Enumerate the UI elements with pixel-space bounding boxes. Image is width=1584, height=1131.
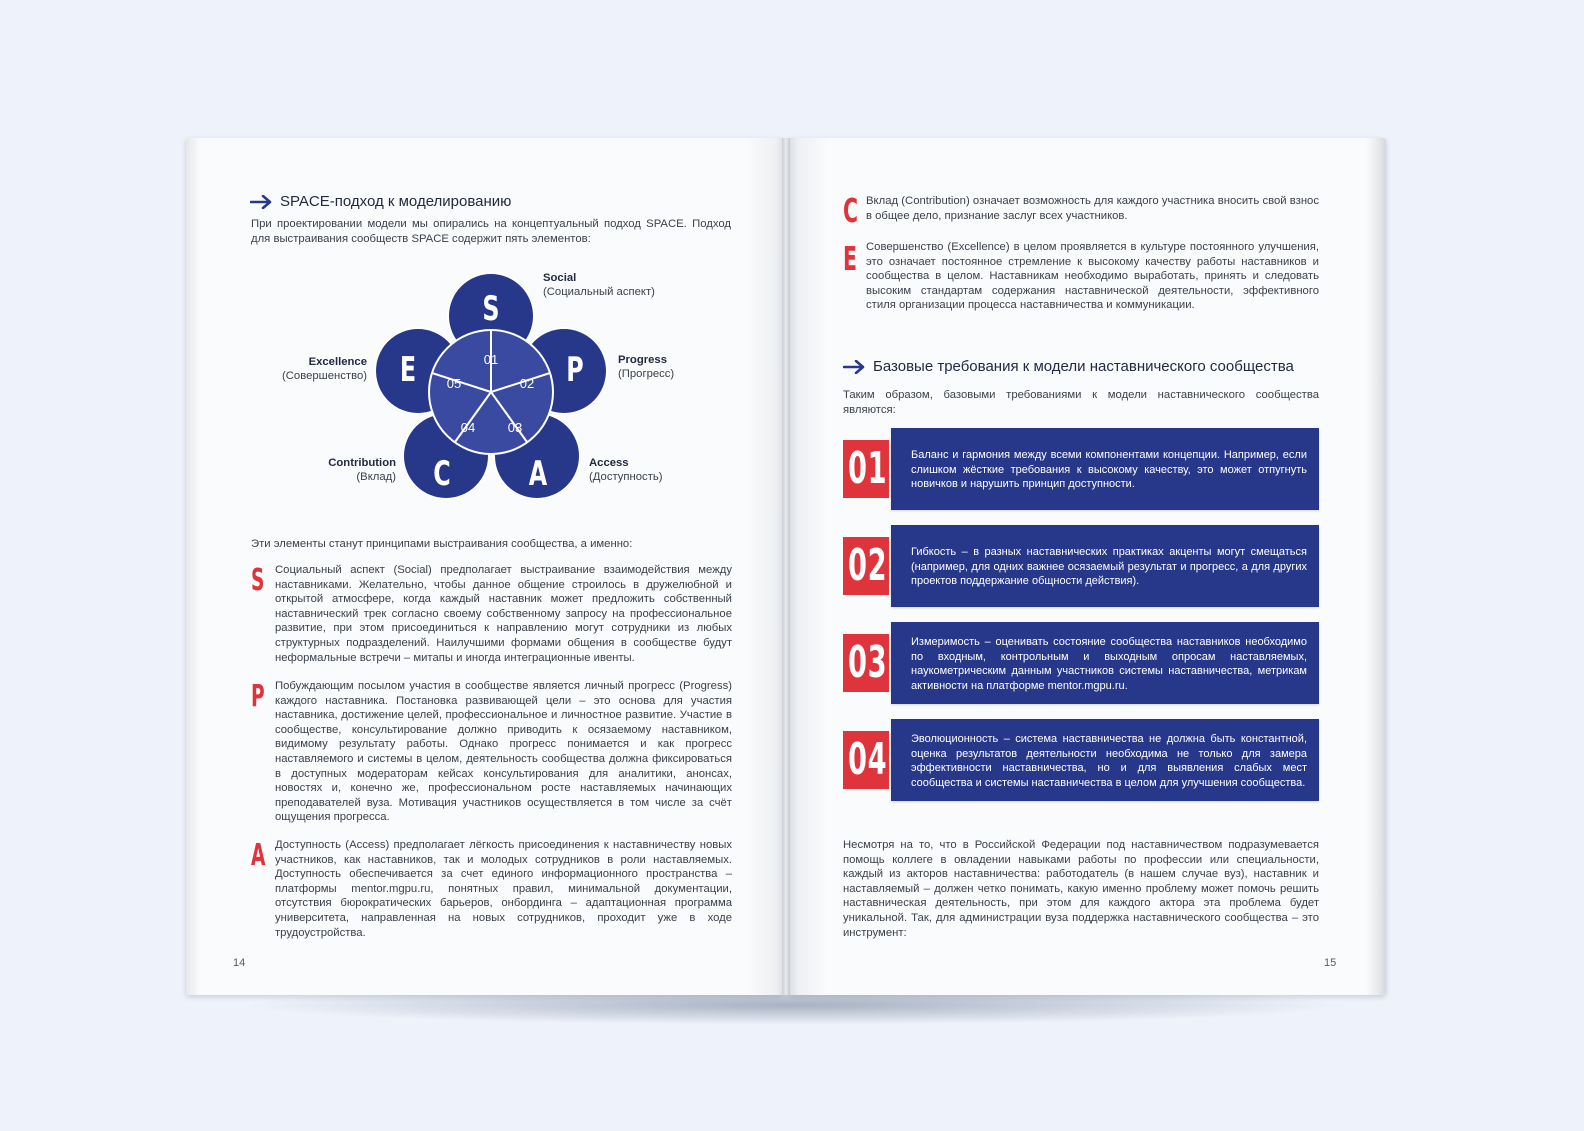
arrow-right-icon: [843, 360, 865, 374]
item-contribution-text: Вклад (Contribution) означает возможность для каждого участника вносить свой взнос в общее дело, признание заслуг всех участников.: [866, 195, 1319, 222]
left-heading: [250, 193, 511, 210]
label-access: Access (Доступность): [589, 457, 663, 483]
requirement-text-01: Баланс и гармония между всеми компонентами концепции. Например, если слишком жёсткие требования к высокому качеству, это может отпугнуть новичков и нарушить принцип доступности.: [911, 449, 1307, 491]
label-contribution: Contribution (Вклад): [328, 457, 396, 483]
requirement-box-01: [891, 428, 1319, 510]
dropcap-c: C: [843, 191, 859, 230]
dropcap-e: E: [843, 239, 857, 278]
page-number-left: 14: [233, 957, 246, 969]
item-excellence-text: Совершенство (Excellence) в целом проявляется в культуре постоянного улучшения, это означает постоянное стремление к высокому качеству работы наставников и сообщества в целом. Наставникам необходимо выработать, принять и следовать высоким стандартам содержания наставнической деятельности, эффективного стиля организации процесса наставничества и коммуникации.: [866, 241, 1319, 312]
requirement-number-01: 01: [843, 440, 889, 498]
requirement-box-03: [891, 622, 1319, 704]
left-intro: При проектировании модели мы опирались на концептуальный подход SPACE. Подход для выстраивания сообществ SPACE содержит пять элементов:: [251, 218, 731, 245]
requirement-number-03: 03: [843, 634, 889, 692]
principles-intro: Эти элементы станут принципами выстраивания сообщества, а именно:: [251, 538, 633, 550]
requirement-box-02: [891, 525, 1319, 607]
segment-01: 01: [483, 352, 499, 367]
label-progress: Progress (Прогресс): [618, 354, 675, 380]
segment-03: 03: [507, 420, 523, 435]
page-number-right: 15: [1324, 957, 1337, 969]
dropcap-a: A: [251, 838, 266, 873]
label-social: Social (Социальный аспект): [543, 272, 655, 298]
requirement-number-02: 02: [843, 537, 889, 595]
left-heading-text: SPACE-подход к моделированию: [280, 193, 512, 210]
right-heading-text: Базовые требования к модели наставнического сообщества: [873, 358, 1294, 375]
segment-05: 05: [446, 376, 462, 391]
dropcap-s: S: [251, 563, 265, 598]
dropcap-p: P: [251, 679, 265, 714]
requirement-text-03: Измеримость – оценивать состояние сообщества наставников необходимо по входным, контрольным и выходным опросам наставляемых, наукометрическим данным участников системы наставничества, метрикам активности на платформе mentor.mgpu.ru.: [911, 636, 1307, 692]
requirement-number-04: 04: [843, 731, 889, 789]
arrow-right-icon: [250, 195, 272, 209]
right-intro: Таким образом, базовыми требованиями к модели наставнического сообщества являются:: [843, 389, 1319, 416]
letter-p: P: [566, 349, 584, 390]
letter-s: S: [482, 288, 500, 329]
requirement-text-02: Гибкость – в разных наставнических практиках акценты могут смещаться (например, для одних важнее осязаемый результат и прогресс, а для других проектов поддержание общности действия).: [911, 546, 1307, 588]
label-excellence: Excellence (Совершенство): [282, 356, 367, 382]
requirement-text-04: Эволюционность – система наставничества не должна быть константной, оценка результатов деятельности необходима не только для замера эффективности наставничества, но и для выявления слабых мест сообщества и системы наставничества в целом для улучшения сообщества.: [911, 733, 1307, 789]
segment-02: 02: [519, 376, 535, 391]
item-access-text: Доступность (Access) предполагает лёгкость присоединения к наставничеству новых участников, как наставников, так и молодых сотрудников в роли наставляемых. Доступность обеспечивается за счет единого информационного пространства – платформы mentor.mgpu.ru, понятных правил, минимальной документации, отсутствия бюрократических барьеров, онбординга – адаптационная программа университета, направленная на новых сотрудников, проходит уже в ходе трудоустройства.: [275, 839, 732, 939]
letter-a: A: [528, 453, 548, 494]
item-progress-text: Побуждающим посылом участия в сообществе является личный прогресс (Progress) каждого наставника. Постановка развивающей цели – это основа для участия наставника, достижение целей, профессиональное и личностное развитие. Участие в сообществе, консультирование должно приводить к осязаемому наставником, видимому результату работы. Однако прогресс понимается и как прогресс наставляемого и системы в целом, деятельность сообщества должна фиксироваться в доступных модераторам кейсах консультирования для аналитики, анонсах, новостях и, конечно же, профессиональном росте наставляемых начинающих преподавателей вуза. Мотивация участников осуществляется в том числе за счёт ощущения прогресса.: [275, 680, 732, 824]
letter-c: C: [433, 453, 451, 494]
segment-04: 04: [460, 420, 476, 435]
book-spine: [782, 138, 790, 995]
right-heading: [843, 358, 1294, 375]
item-social-text: Социальный аспект (Social) предполагает выстраивание взаимодействия между наставниками. Желательно, чтобы данное общение строилось в дружелюбной и открытой атмосфере, когда каждый наставник может предложить собственный наставнический трек согласно своему собственному запросу на профессиональное развитие, при этом присоединиться к направлению могут сотрудники из любых структурных подразделений. Наилучшими формами общения в сообществе будут неформальные встречи – митапы и иногда интеграционные ивенты.: [275, 564, 732, 664]
closing-text: Несмотря на то, что в Российской Федерации под наставничеством подразумевается помощь коллеге в овладении навыками работы по профессии или специальности, каждый из акторов наставничества: работодатель (в нашем случае вуз), наставник и наставляемый – должен четко понимать, какую именно проблему может помочь решить наставническая деятельность, при этом для каждого актора эта проблема будет уникальной. Так, для администрации вуза поддержка наставнического сообщества – это инструмент:: [843, 839, 1319, 939]
space-diagram: [370, 268, 620, 508]
letter-e: E: [399, 349, 417, 390]
requirement-box-04: [891, 719, 1319, 801]
